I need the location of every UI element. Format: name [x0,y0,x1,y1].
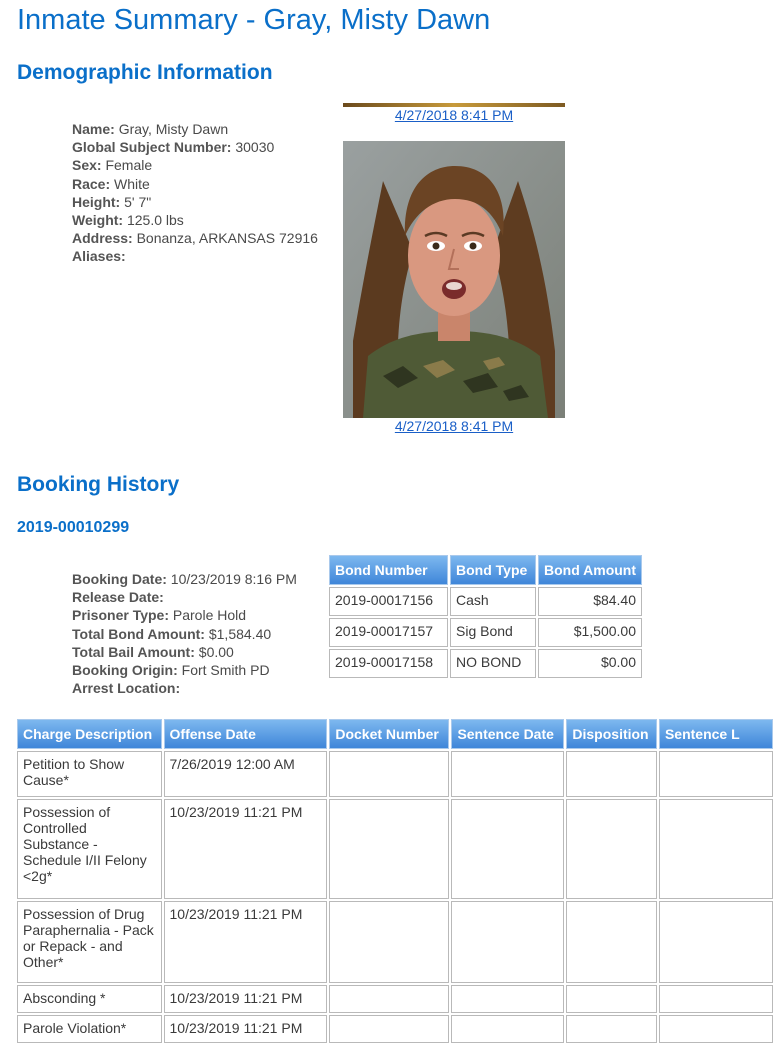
info-global-subject-number: Global Subject Number: 30030 [72,139,275,156]
booking-history-heading: Booking History [17,473,180,496]
table-row [329,618,642,647]
bond-type-cell: Sig Bond [450,618,536,647]
charge-description-cell: Possession of Controlled Substance - Schedule I/II Felony <2g* [17,799,162,899]
charge-description-cell: Parole Violation* [17,1015,162,1043]
bond-number-cell: 2019-00017156 [329,587,448,616]
bond-type-cell: NO BOND [450,649,536,678]
info-arrest-location: Arrest Location: [72,680,181,697]
bond-number-header[interactable]: Bond Number [329,555,448,585]
charge-description-header[interactable]: Charge Description [17,719,162,749]
table-row [17,1015,773,1043]
bond-amount-header[interactable]: Bond Amount [538,555,642,585]
charges-header-row [17,719,773,749]
disposition-header[interactable]: Disposition [566,719,657,749]
photo-date-link[interactable]: 4/27/2018 8:41 PM [394,107,514,123]
sentence-length-cell [659,799,773,899]
info-total-bond-amount: Total Bond Amount: $1,584.40 [72,625,272,642]
info-race: Race: White [72,175,150,192]
bond-type-header[interactable]: Bond Type [450,555,536,585]
charges-table-container[interactable] [15,717,740,1055]
sentence-length-cell [659,751,773,797]
info-prisoner-type: Prisoner Type: Parole Hold [72,607,247,624]
bond-amount-cell: $1,500.00 [538,618,642,647]
bond-header-row [329,555,642,585]
table-row [17,751,773,797]
mugshot-illustration [343,141,565,418]
disposition-cell [566,1015,657,1043]
docket-number-cell [329,985,449,1013]
docket-number-cell [329,799,449,899]
disposition-cell [566,751,657,797]
info-name: Name: Gray, Misty Dawn [72,121,229,137]
offense-date-cell: 10/23/2019 11:21 PM [164,1015,328,1043]
bond-amount-cell: $0.00 [538,649,642,678]
sentence-length-cell [659,985,773,1013]
table-row [329,587,642,616]
booking-info [72,570,297,697]
bond-type-cell: Cash [450,587,536,616]
charge-description-cell: Petition to Show Cause* [17,751,162,797]
page-title: Inmate Summary - Gray, Misty Dawn [17,4,491,36]
offense-date-cell: 7/26/2019 12:00 AM [164,751,328,797]
info-sex: Sex: Female [72,157,153,174]
info-aliases: Aliases: [72,248,126,265]
info-address: Address: Bonanza, ARKANSAS 72916 [72,230,318,247]
sentence-date-cell [451,799,564,899]
charge-description-cell: Possession of Drug Paraphernalia - Pack or Repack - and Other* [17,901,162,983]
offense-date-header[interactable]: Offense Date [164,719,328,749]
info-total-bail-amount: Total Bail Amount: $0.00 [72,643,234,660]
demographic-heading: Demographic Information [17,61,273,84]
table-row [17,799,773,899]
sentence-date-cell [451,751,564,797]
info-booking-origin: Booking Origin: Fort Smith PD [72,662,270,679]
sentence-length-cell [659,901,773,983]
mugshot-date-link[interactable]: 4/27/2018 8:41 PM [394,418,514,434]
booking-number: 2019-00010299 [17,519,130,536]
docket-number-cell [329,1015,449,1043]
sentence-length-cell [659,1015,773,1043]
demographic-info [72,120,318,266]
table-row [329,649,642,678]
docket-number-cell [329,901,449,983]
mugshot-image[interactable] [343,141,565,418]
info-weight: Weight: 125.0 lbs [72,212,184,229]
docket-number-cell [329,751,449,797]
charges-table [15,717,775,1045]
sentence-length-header[interactable]: Sentence L [659,719,773,749]
offense-date-cell: 10/23/2019 11:21 PM [164,985,328,1013]
info-booking-date: Booking Date: 10/23/2019 8:16 PM [72,571,297,587]
disposition-cell [566,985,657,1013]
bond-number-cell: 2019-00017157 [329,618,448,647]
bond-table [327,553,644,680]
sentence-date-header[interactable]: Sentence Date [451,719,564,749]
docket-number-header[interactable]: Docket Number [329,719,449,749]
sentence-date-cell [451,985,564,1013]
table-row [17,901,773,983]
offense-date-cell: 10/23/2019 11:21 PM [164,799,328,899]
sentence-date-cell [451,1015,564,1043]
disposition-cell [566,799,657,899]
bond-number-cell: 2019-00017158 [329,649,448,678]
info-release-date: Release Date: [72,589,164,606]
sentence-date-cell [451,901,564,983]
info-height: Height: 5' 7" [72,193,152,210]
table-row [17,985,773,1013]
disposition-cell [566,901,657,983]
bond-amount-cell: $84.40 [538,587,642,616]
charge-description-cell: Absconding * [17,985,162,1013]
offense-date-cell: 10/23/2019 11:21 PM [164,901,328,983]
